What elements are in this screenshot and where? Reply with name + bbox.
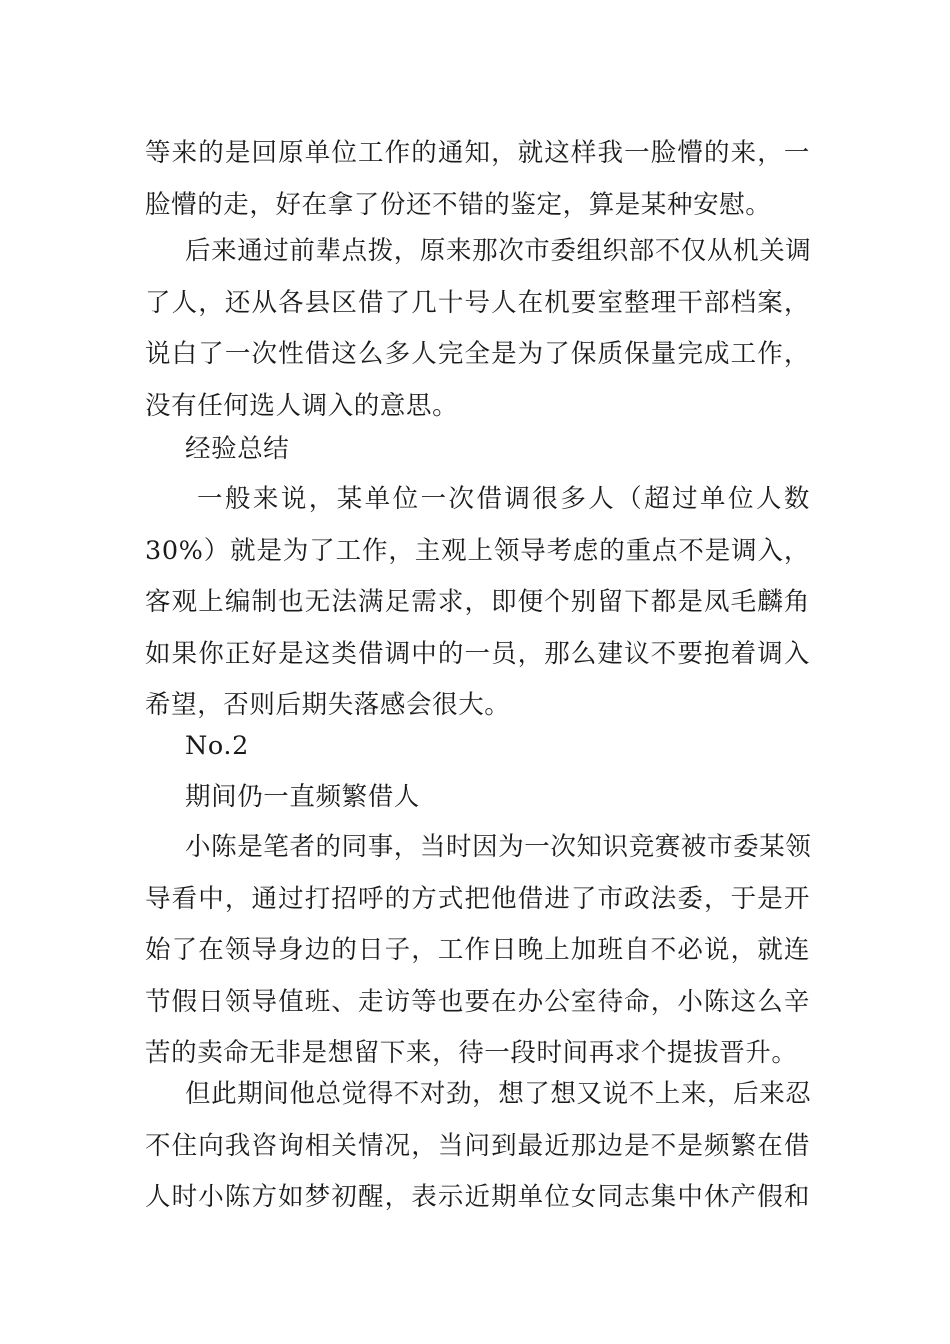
paragraph-line: 后来通过前辈点拨，原来那次市委组织部不仅从机关调	[185, 236, 812, 266]
paragraph-line: 人时小陈方如梦初醒，表示近期单位女同志集中休产假和	[145, 1182, 810, 1212]
section-heading: 经验总结	[185, 434, 290, 464]
paragraph-line: 希望，否则后期失落感会很大。	[145, 690, 511, 720]
paragraph-line: 脸懵的走，好在拿了份还不错的鉴定，算是某种安慰。	[145, 189, 772, 220]
paragraph-line: 小陈是笔者的同事，当时因为一次知识竞赛被市委某领	[185, 832, 812, 862]
paragraph-4	[145, 822, 810, 1080]
paragraph-line: 导看中，通过打招呼的方式把他借进了市政法委，于是开	[145, 883, 810, 914]
paragraph-line: 30%）就是为了工作，主观上领导考虑的重点不是调入，	[145, 535, 810, 566]
paragraph-5	[145, 1069, 810, 1224]
paragraph-line: 苦的卖命无非是想留下来，待一段时间再求个提拔晋升。	[145, 1038, 798, 1068]
paragraph-line: 不住向我咨询相关情况，当问到最近那边是不是频繁在借	[145, 1130, 810, 1161]
paragraph-line: 但此期间他总觉得不对劲，想了想又说不上来，后来忍	[185, 1079, 812, 1109]
paragraph-2	[145, 226, 810, 432]
paragraph-line: 一般来说，某单位一次借调很多人（超过单位人数	[197, 484, 810, 514]
paragraph-line: 等来的是回原单位工作的通知，就这样我一脸懵的来，一	[145, 138, 810, 168]
paragraph-line: 没有任何选人调入的意思。	[145, 390, 459, 421]
paragraph-line: 了人，还从各县区借了几十号人在机要室整理干部档案，	[145, 287, 810, 318]
paragraph-1	[145, 128, 810, 231]
paragraph-line: 客观上编制也无法满足需求，即便个别留下都是凤毛麟角	[145, 587, 810, 617]
paragraph-line: 说白了一次性借这么多人完全是为了保质保量完成工作，	[145, 339, 810, 369]
paragraph-line: 如果你正好是这类借调中的一员，那么建议不要抱着调入	[145, 638, 810, 669]
paragraph-line: 始了在领导身边的日子，工作日晚上加班自不必说，就连	[145, 935, 810, 965]
section-heading: 期间仍一直频繁借人	[185, 782, 420, 812]
section-number: No.2	[185, 731, 249, 761]
paragraph-3	[145, 474, 810, 732]
paragraph-line: 节假日领导值班、走访等也要在办公室待命，小陈这么辛	[145, 986, 810, 1017]
